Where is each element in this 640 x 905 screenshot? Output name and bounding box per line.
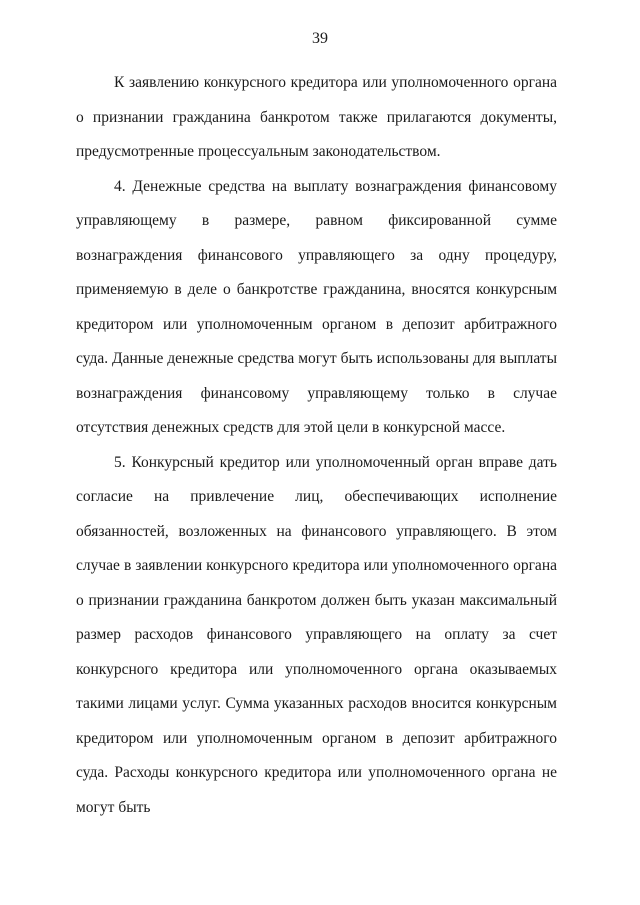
page-number: 39 — [312, 30, 328, 47]
paragraph-4-remuneration-funds: 4. Денежные средства на выплату вознаграждения финансовому управляющему в размере, равном фиксированной сумме вознаграждения финансового управляющего за одну процедуру, применяемую в деле о банкротстве гражданина, вносятся конкурсным кредитором или уполномоченным органом в депозит арбитражного суда. Данные денежные средства могут быть использованы для выплаты вознаграждения финансовому управляющему только в случае отсутствия денежных средств для этой цели в конкурсной массе. — [76, 177, 557, 436]
paragraph-5-creditor-consent: 5. Конкурсный кредитор или уполномоченный орган вправе дать согласие на привлечение лиц, обеспечивающих исполнение обязанностей, возложенных на финансового управляющего. В этом случае в заявлении конкурсного кредитора или уполномоченного органа о признании гражданина банкротом должен быть указан максимальный размер расходов финансового управляющего на оплату за счет конкурсного кредитора или уполномоченного органа оказываемых такими лицами услуг. Сумма указанных расходов вносится конкурсным кредитором или уполномоченным органом в депозит арбитражного суда. Расходы конкурсного кредитора или уполномоченного органа не могут быть — [76, 453, 557, 816]
document-body — [76, 66, 557, 825]
paragraph-documents-attached: К заявлению конкурсного кредитора или уполномоченного органа о признании гражданина банкротом также прилагаются документы, предусмотренные процессуальным законодательством. — [76, 74, 557, 160]
